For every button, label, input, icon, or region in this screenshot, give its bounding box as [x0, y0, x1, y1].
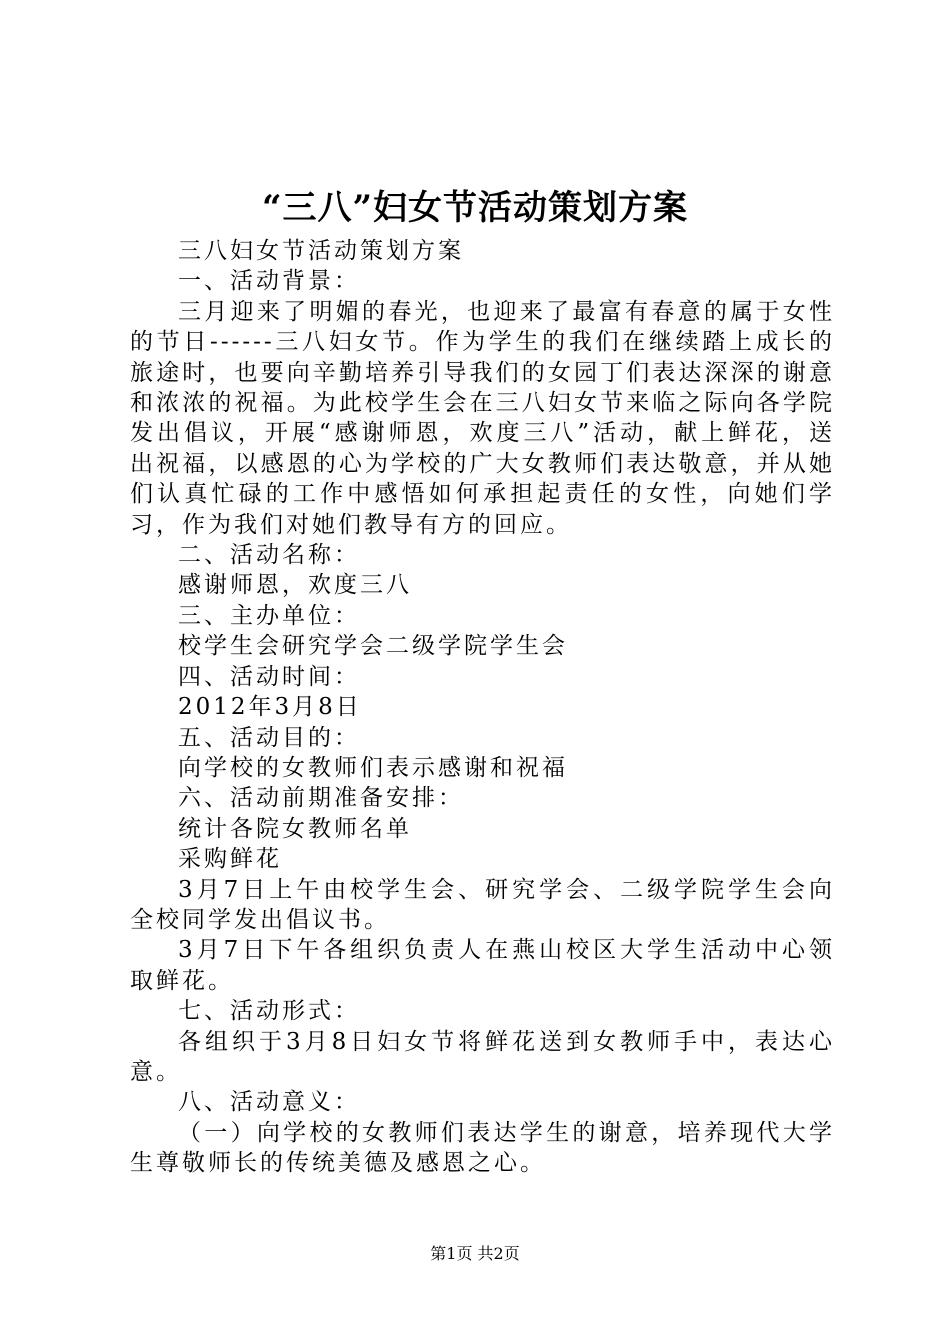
section-heading-name: 二、活动名称： [178, 542, 360, 569]
activity-date-text: 2012年3月8日 [178, 694, 362, 721]
section-heading-format: 七、活动形式： [178, 998, 360, 1025]
preparation-item: 3月7日上午由校学生会、研究学会、二级学院学生会向全校同学发出倡议书。 [130, 876, 835, 933]
section-heading-preparation: 六、活动前期准备安排： [178, 785, 464, 812]
section-heading-time: 四、活动时间： [178, 663, 360, 690]
document-body [130, 236, 835, 1179]
preparation-item: 统计各院女教师名单 [178, 815, 412, 842]
format-paragraph: 各组织于3月8日妇女节将鲜花送到女教师手中，表达心意。 [130, 1028, 835, 1085]
background-paragraph: 三月迎来了明媚的春光，也迎来了最富有春意的属于女性的节日------三八妇女节。作为学生的我们在继续踏上成长的旅途时，也要向辛勤培养引导我们的女园丁们表达深深的谢意和浓浓的祝福。为此校学生会在三八妇女节来临之际向各学院发出倡议，开展“感谢师恩，欢度三八”活动，献上鲜花，送出祝福，以感恩的心为学校的广大女教师们表达敬意，并从她们认真忙碌的工作中感悟如何承担起责任的女性，向她们学习，作为我们对她们教导有方的回应。 [130, 298, 835, 538]
significance-paragraph: （一）向学校的女教师们表达学生的谢意，培养现代大学生尊敬师长的传统美德及感恩之心。 [130, 1119, 835, 1177]
section-heading-background: 一、活动背景： [178, 268, 360, 295]
document-title: “三八”妇女节活动策划方案 [261, 188, 689, 228]
preparation-item: 3月7日下午各组织负责人在燕山校区大学生活动中心领取鲜花。 [130, 937, 835, 994]
page-number-footer: 第1页 共2页 [430, 1244, 520, 1263]
preparation-item: 采购鲜花 [178, 846, 282, 873]
section-heading-organizer: 三、主办单位： [178, 602, 360, 629]
section-heading-significance: 八、活动意义： [178, 1089, 360, 1116]
activity-name-text: 感谢师恩，欢度三八 [178, 572, 412, 599]
document-subtitle: 三八妇女节活动策划方案 [178, 238, 464, 264]
organizer-text: 校学生会研究学会二级学院学生会 [178, 633, 568, 660]
section-heading-purpose: 五、活动目的： [178, 724, 360, 751]
purpose-text: 向学校的女教师们表示感谢和祝福 [178, 754, 568, 781]
